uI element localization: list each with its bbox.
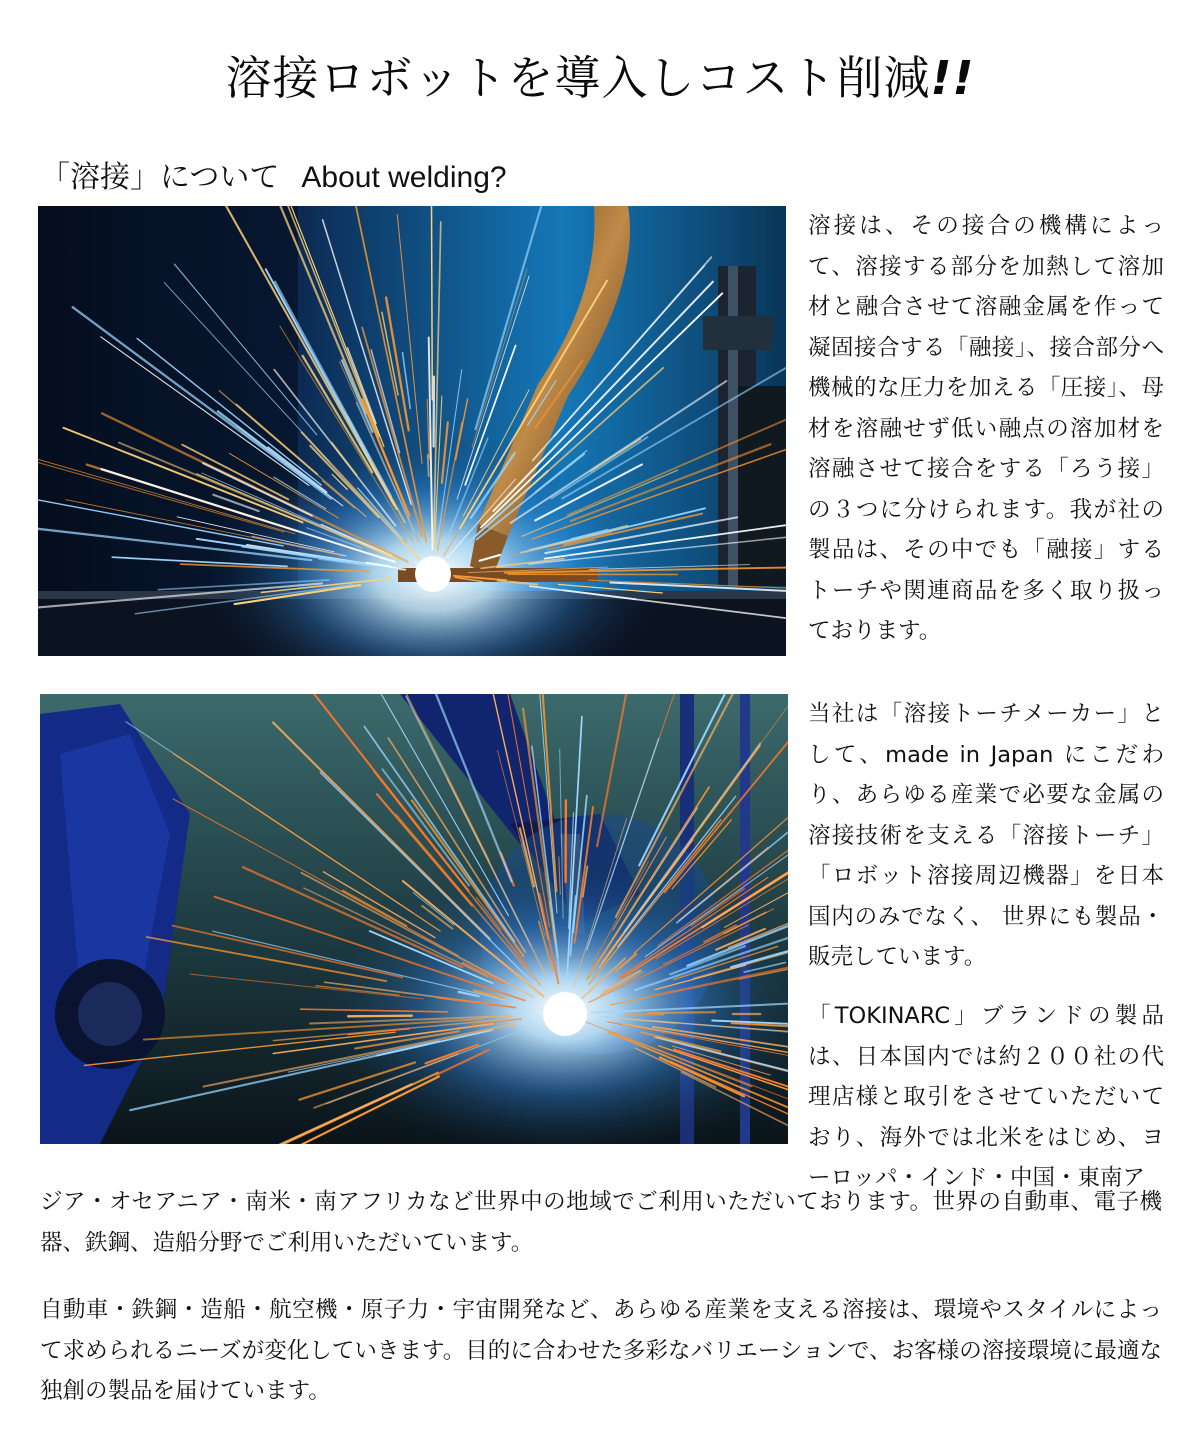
brand-paragraph-lead: 「TOKINARC」ブランドの製品は、日本国内では約２００社の代理店様と取引をさせていただいており、海外では北米をはじめ、ヨーロッパ・インド・中国・東南ア [808,1003,1164,1191]
welding-robot-photo [40,694,788,1144]
welding-description-paragraph: 溶接は、その接合の機構によって、溶接する部分を加熱して溶加材と融合させて溶融金属を作って凝固接合する「融接」、接合部分へ機械的な圧力を加える「圧接」、母材を溶融せず低い融点の溶加材を溶融させて接合をする「ろう接」の３つに分けられます。我が社の製品は、その中でも「融接」するトーチや関連商品を多く取り扱っております。 [808,213,1164,644]
spark-line [348,1016,412,1017]
page-title-text: 溶接ロボットを導入しコスト削減 [225,51,931,105]
welding-torch-photo [38,206,786,656]
spark-line [648,1012,715,1013]
section-heading [40,156,507,200]
brand-paragraph-tail: ジア・オセアニア・南米・南アフリカなど世界中の地域でご利用いただいております。世界の自動車、電子機器、鉄鋼、造船分野でご利用いただいています。 [40,1189,1162,1256]
industries-paragraph: 自動車・鉄鋼・造船・航空機・原子力・宇宙開発など、あらゆる産業を支える溶接は、環境やスタイルによって求められるニーズが変化していきます。目的に合わせた多彩なバリエーションで、お客様の溶接環境に最適な独創の製品を届けています。 [40,1297,1162,1404]
spark-line [431,206,432,400]
welding-robot-photo-graphic [40,694,788,1144]
section-heading-en: About welding? [301,161,507,194]
company-intro-paragraph: 当社は「溶接トーチメーカー」として、made in Japan にこだわり、あらゆる産業で必要な金属の溶接技術を支える「溶接トーチ」「ロボット溶接周辺機器」を日本国内のみでなく、 世界にも製品・販売しています。 [808,701,1164,970]
section-heading-jp: 「溶接」について [40,160,280,195]
page-title-emphasis: !! [930,51,975,105]
page-title [0,46,1200,110]
welding-torch-photo-graphic [38,206,786,656]
spark-line [428,455,429,476]
